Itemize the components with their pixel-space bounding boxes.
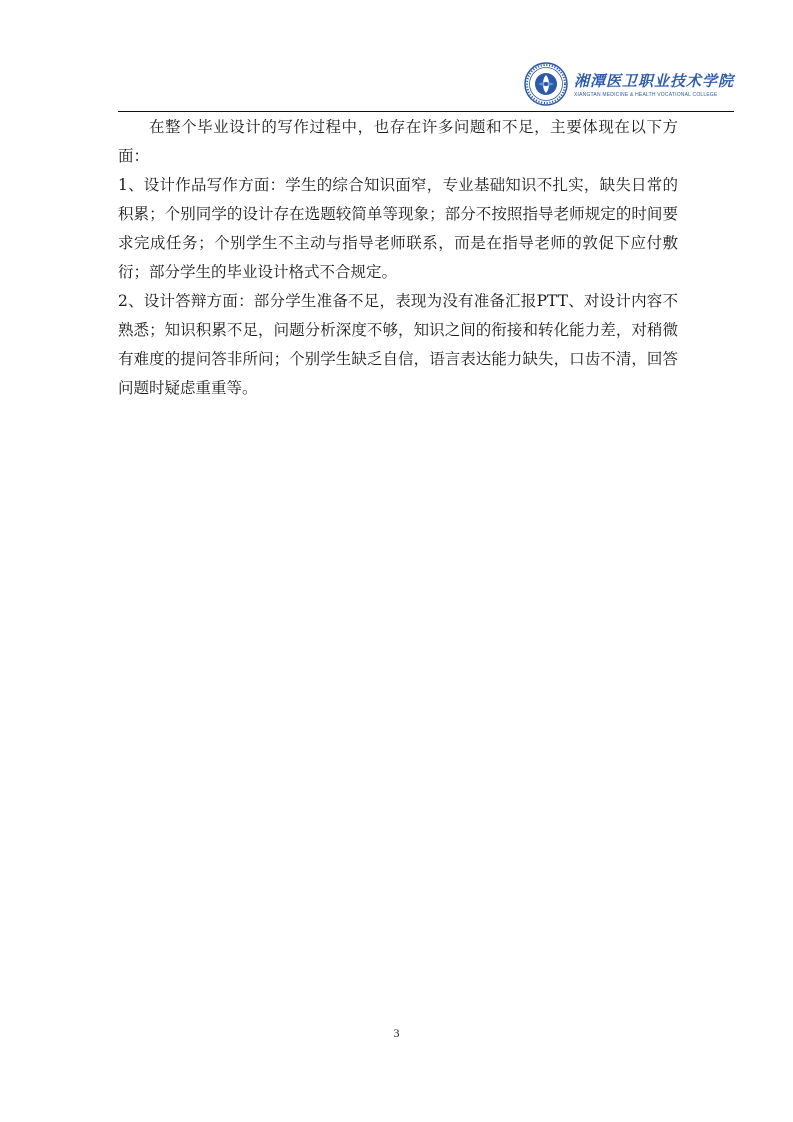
college-logo: [524, 60, 734, 108]
document-body: [118, 113, 678, 403]
header-divider: [118, 111, 734, 112]
intro-paragraph: 在整个毕业设计的写作过程中，也存在许多问题和不足，主要体现在以下方面：: [118, 118, 678, 165]
list-item-writing: 1、设计作品写作方面：学生的综合知识面窄，专业基础知识不扎实，缺失日常的积累；个别同学的设计存在选题较简单等现象；部分不按照指导老师规定的时间要求完成任务；个别学生不主动与指导老师联系，而是在指导老师的敦促下应付敷衍；部分学生的毕业设计格式不合规定。: [118, 176, 678, 281]
page-header: [118, 60, 734, 112]
college-name-en: XIANGTAN MEDICINE & HEALTH VOCATIONAL COLLEGE: [573, 92, 718, 98]
list-item-defense: 2、设计答辩方面：部分学生准备不足，表现为没有准备汇报PTT、对设计内容不熟悉；知识积累不足，问题分析深度不够，知识之间的衔接和转化能力差，对稍微有难度的提问答非所问；个别学生缺乏自信，语言表达能力缺失，口齿不清，回答问题时疑虑重重等。: [118, 292, 678, 397]
page-number: 3: [393, 1026, 400, 1040]
college-seal-icon: [524, 62, 568, 106]
college-name-cn: 湘潭医卫职业技术学院: [573, 72, 734, 90]
